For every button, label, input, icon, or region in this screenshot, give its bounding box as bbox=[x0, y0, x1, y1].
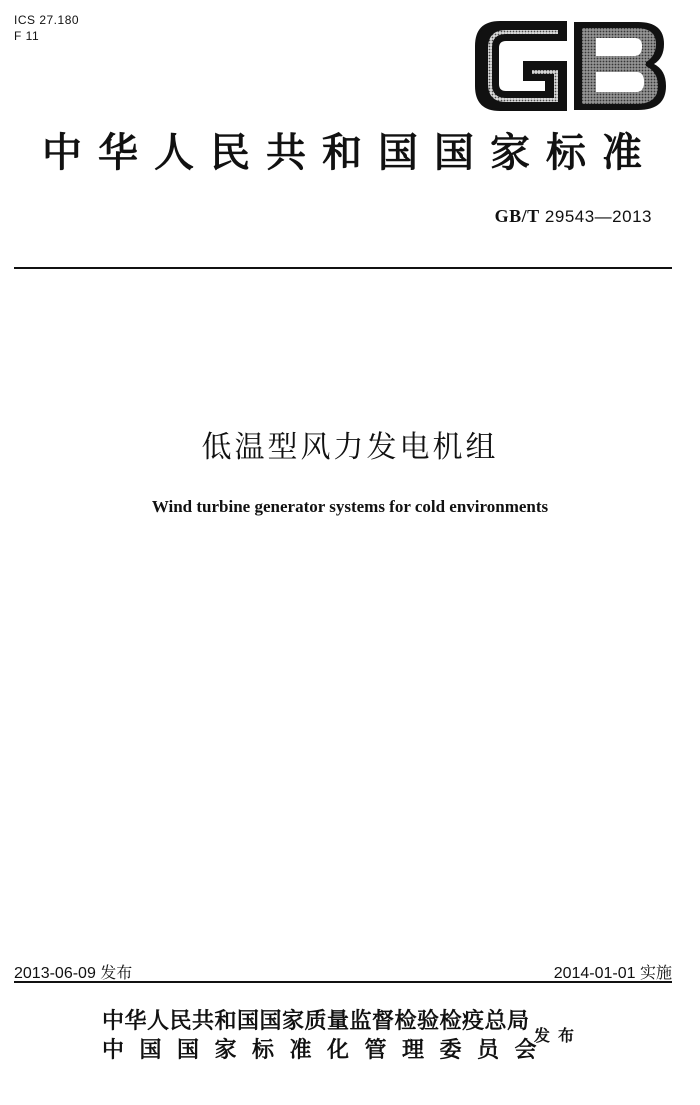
standard-code-number: 29543—2013 bbox=[544, 207, 652, 226]
gb-logo bbox=[470, 18, 672, 114]
publisher-suffix: 发布 bbox=[534, 1026, 583, 1045]
publisher-line-1: 中华人民共和国国家质量监督检验检疫总局 bbox=[102, 1009, 530, 1034]
footer-divider bbox=[14, 981, 672, 983]
implementation-date: 2014-01-01 实施 bbox=[553, 965, 672, 982]
issue-date: 2013-06-09 发布 bbox=[14, 965, 133, 982]
standard-code-prefix: GB/T bbox=[494, 206, 540, 226]
standard-heading: 中华人民共和国国家标准 bbox=[42, 130, 658, 176]
ccs-code: F 11 bbox=[14, 29, 40, 43]
classification-codes bbox=[14, 12, 79, 44]
publisher-line-2: 中国国家标准化管理委员会 bbox=[102, 1038, 553, 1063]
document-title-en: Wind turbine generator systems for cold environments bbox=[151, 497, 549, 516]
document-title-zh: 低温型风力发电机组 bbox=[201, 430, 499, 465]
header-divider bbox=[14, 267, 672, 269]
ics-code: ICS 27.180 bbox=[14, 13, 80, 27]
standard-code bbox=[495, 206, 652, 227]
